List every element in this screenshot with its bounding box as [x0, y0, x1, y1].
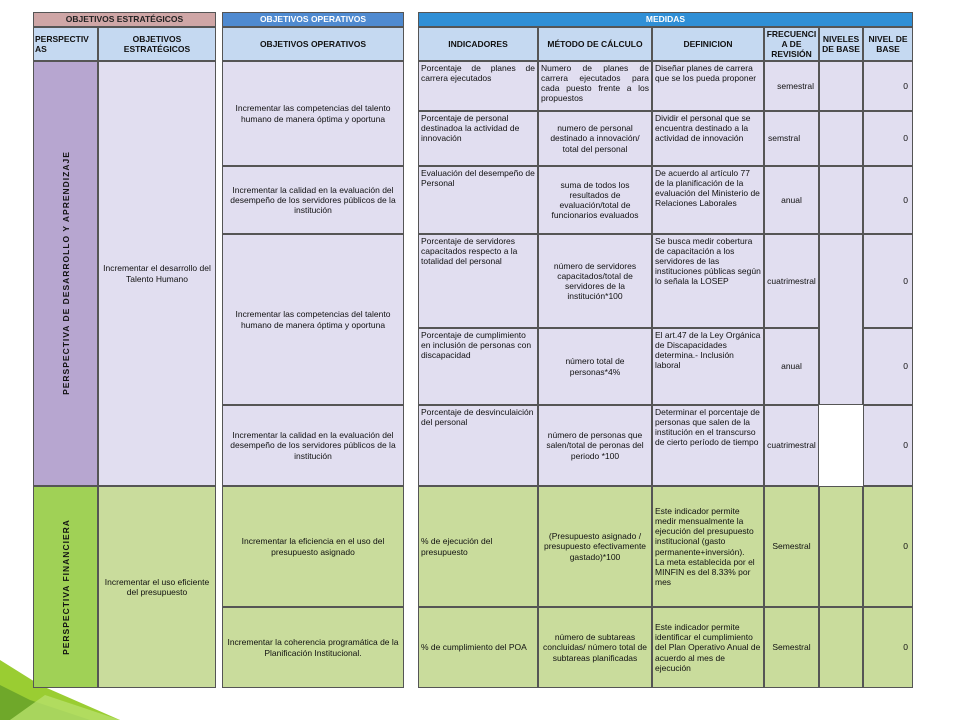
definition-2: Dividir el personal que se encuentra destinado a la actividad de innovación — [652, 111, 764, 166]
definition-8: Este indicador permite identificar el cumplimiento del Plan Operativo Anual de acuerdo al mes de ejecución — [652, 607, 764, 688]
operative-objective-4: Incrementar la calidad en la evaluación del desempeño de los servidores públicos de la institución — [222, 405, 404, 486]
operative-objective-3: Incrementar las competencias del talento humano de manera óptima y oportuna — [222, 234, 404, 405]
niveles-7 — [819, 486, 863, 607]
frequency-7: Semestral — [764, 486, 819, 607]
indicator-6: Porcentaje de desvinculaición del personal — [418, 405, 538, 486]
operative-objective-5: Incrementar la eficiencia en el uso del presupuesto asignado — [222, 486, 404, 607]
indicator-2: Porcentaje de personal destinadoa la actividad de innovación — [418, 111, 538, 166]
niveles-3 — [819, 166, 863, 234]
method-2: numero de personal destinado a innovación/ total del personal — [538, 111, 652, 166]
indicator-7: % de ejecución del presupuesto — [418, 486, 538, 607]
indicator-8: % de cumplimiento del POA — [418, 607, 538, 688]
perspective-financiera: PERSPECTIVA FINANCIERA — [33, 486, 98, 688]
definition-6: Determinar el porcentaje de personas que salen de la institución en el transcurso de cierto período de tiempo — [652, 405, 764, 486]
base-level-6: 0 — [863, 405, 913, 486]
indicator-3: Evaluación del desempeño de Personal — [418, 166, 538, 234]
base-level-8: 0 — [863, 607, 913, 688]
definition-4: Se busca medir cobertura de capacitación a los servidores de las instituciones públicas según lo señala la LOSEP — [652, 234, 764, 328]
base-level-5: 0 — [863, 328, 913, 405]
frequency-3: anual — [764, 166, 819, 234]
niveles-4-6-merged — [819, 234, 863, 405]
operative-objective-1: Incrementar las competencias del talento humano de manera óptima y oportuna — [222, 61, 404, 166]
header-niveles: NIVELES DE BASE — [819, 27, 863, 61]
header-obj-operativos: OBJETIVOS OPERATIVOS — [222, 27, 404, 61]
header-definicion: DEFINICION — [652, 27, 764, 61]
frequency-2: semstral — [764, 111, 819, 166]
niveles-2 — [819, 111, 863, 166]
definition-7 — [652, 486, 764, 607]
header-obj-estrategicos: OBJETIVOS ESTRATÉGICOS — [98, 27, 216, 61]
niveles-8 — [819, 607, 863, 688]
indicator-4: Porcentaje de servidores capacitados respecto a la totalidad del personal — [418, 234, 538, 328]
definition-1: Diseñar planes de carrera que se los pueda proponer — [652, 61, 764, 111]
base-level-7: 0 — [863, 486, 913, 607]
method-4: número de servidores capacitados/total de servidores de la institución*100 — [538, 234, 652, 328]
definition-5: El art.47 de la Ley Orgánica de Discapacidades determina.- Inclusión laboral — [652, 328, 764, 405]
strategic-objective-talento: Incrementar el desarrollo del Talento Humano — [98, 61, 216, 486]
indicator-5: Porcentaje de cumplimiento en inclusión de personas con discapacidad — [418, 328, 538, 405]
method-8: número de subtareas concluidas/ número total de subtareas planificadas — [538, 607, 652, 688]
base-level-4: 0 — [863, 234, 913, 328]
frequency-6: cuatrimestral — [764, 405, 819, 486]
method-7: (Presupuesto asignado / presupuesto efectivamente gastado)*100 — [538, 486, 652, 607]
operative-objective-6: Incrementar la coherencia programática de la Planificación Institucional. — [222, 607, 404, 688]
frequency-1: semestral — [764, 61, 819, 111]
base-level-2: 0 — [863, 111, 913, 166]
header-frecuencia: FRECUENCI A DE REVISIÓN — [764, 27, 819, 61]
header-group-medidas: MEDIDAS — [418, 12, 913, 27]
method-3: suma de todos los resultados de evaluación/total de funcionarios evaluados — [538, 166, 652, 234]
frequency-5: anual — [764, 328, 819, 405]
base-level-1: 0 — [863, 61, 913, 111]
header-group-obj-estrategicos: OBJETIVOS ESTRATÉGICOS — [33, 12, 216, 27]
header-perspectivas: PERSPECTIV AS — [33, 27, 98, 61]
header-nivel: NIVEL DE BASE — [863, 27, 913, 61]
header-metodo: MÉTODO DE CÁLCULO — [538, 27, 652, 61]
strategic-objective-presupuesto: Incrementar el uso eficiente del presupuesto — [98, 486, 216, 688]
base-level-3: 0 — [863, 166, 913, 234]
header-group-obj-operativos: OBJETIVOS OPERATIVOS — [222, 12, 404, 27]
definition-3: De acuerdo al artículo 77 de la planificación de la evaluación del Ministerio de Relaciones Laborales — [652, 166, 764, 234]
header-indicadores: INDICADORES — [418, 27, 538, 61]
definition-7-text: Este indicador permite medir mensualmente la ejecución del presupuesto institucional (gasto permanente+inversión). — [655, 506, 754, 557]
frequency-4: cuatrimestral — [764, 234, 819, 328]
perspective-desarrollo: PERSPECTIVA DE DESARROLLO Y APRENDIZAJE — [33, 61, 98, 486]
method-1: Numero de planes de carrera ejecutados para cada puesto frente a los propuestos — [538, 61, 652, 111]
operative-objective-2: Incrementar la calidad en la evaluación del desempeño de los servidores públicos de la institución — [222, 166, 404, 234]
method-5: número total de personas*4% — [538, 328, 652, 405]
niveles-1 — [819, 61, 863, 111]
frequency-8: Semestral — [764, 607, 819, 688]
definition-7-meta: La meta establecida por el MINFIN es del 8.33% por mes — [655, 556, 755, 587]
method-6: número de personas que salen/total de peronas del periodo *100 — [538, 405, 652, 486]
indicator-1: Porcentaje de planes de carrera ejecutados — [418, 61, 538, 111]
